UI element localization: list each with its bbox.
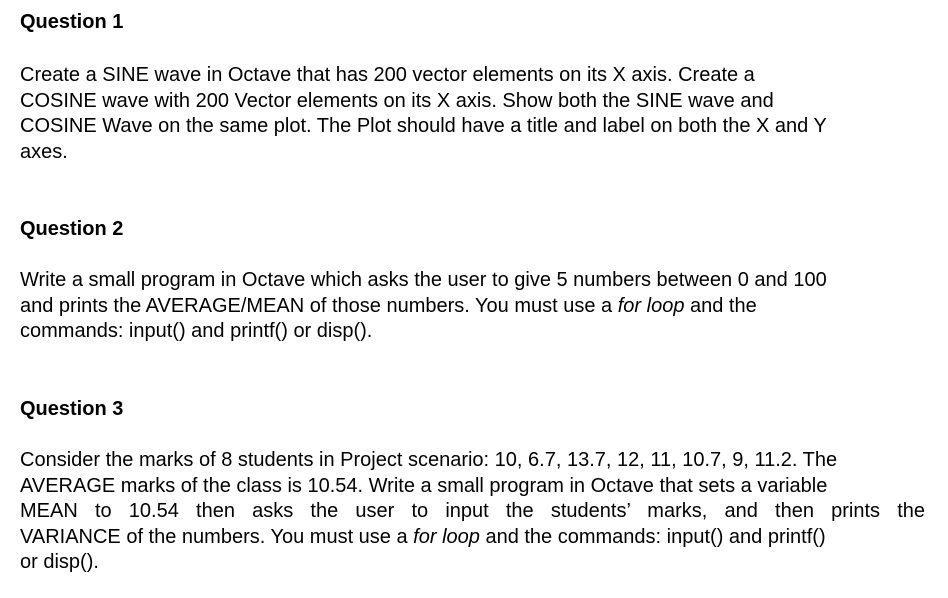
question-3-line-4: [20, 525, 925, 551]
question-2-line-2-end: and the: [684, 294, 757, 317]
question-1-text: [20, 63, 925, 165]
question-2-for-loop-emphasis: for loop: [617, 294, 685, 317]
question-2-line-2: [20, 294, 925, 320]
question-2-line-3: commands: input() and printf() or disp().: [20, 320, 373, 342]
question-3-for-loop-emphasis: for loop: [413, 525, 480, 548]
question-3-line-2: AVERAGE marks of the class is 10.54. Write a small program in Octave that sets a variable: [20, 474, 828, 497]
question-1-line-4: axes.: [20, 140, 68, 163]
question-3-line-3: MEAN to 10.54 then asks the user to input the students’ marks, and then prints the: [20, 500, 925, 522]
question-3-line-4-end: and the commands: input() and printf(): [479, 525, 826, 548]
question-1-line-1: Create a SINE wave in Octave that has 200 vector elements on its X axis. Create a: [20, 64, 755, 86]
question-3-line-4-start: VARIANCE of the numbers. You must use a: [20, 525, 414, 548]
question-1-line-2: COSINE wave with 200 Vector elements on its X axis. Show both the SINE wave and: [20, 89, 774, 112]
question-2-text: [20, 268, 925, 345]
question-3-line-5: or disp().: [20, 551, 99, 573]
question-1-heading: Question 1: [20, 11, 124, 33]
question-2-line-2-start: and prints the AVERAGE/MEAN of those numbers. You must use a: [20, 294, 618, 317]
question-3-line-1: Consider the marks of 8 students in Project scenario: 10, 6.7, 13.7, 12, 11, 10.7, 9, 11.2. The: [20, 449, 838, 471]
question-2-line-1: Write a small program in Octave which asks the user to give 5 numbers between 0 and 100: [20, 269, 827, 291]
question-1-line-3: COSINE Wave on the same plot. The Plot should have a title and label on both the X and Y: [20, 115, 827, 137]
question-2-heading: Question 2: [20, 218, 124, 240]
question-3-text: [20, 448, 925, 576]
question-3-heading: Question 3: [20, 398, 124, 420]
